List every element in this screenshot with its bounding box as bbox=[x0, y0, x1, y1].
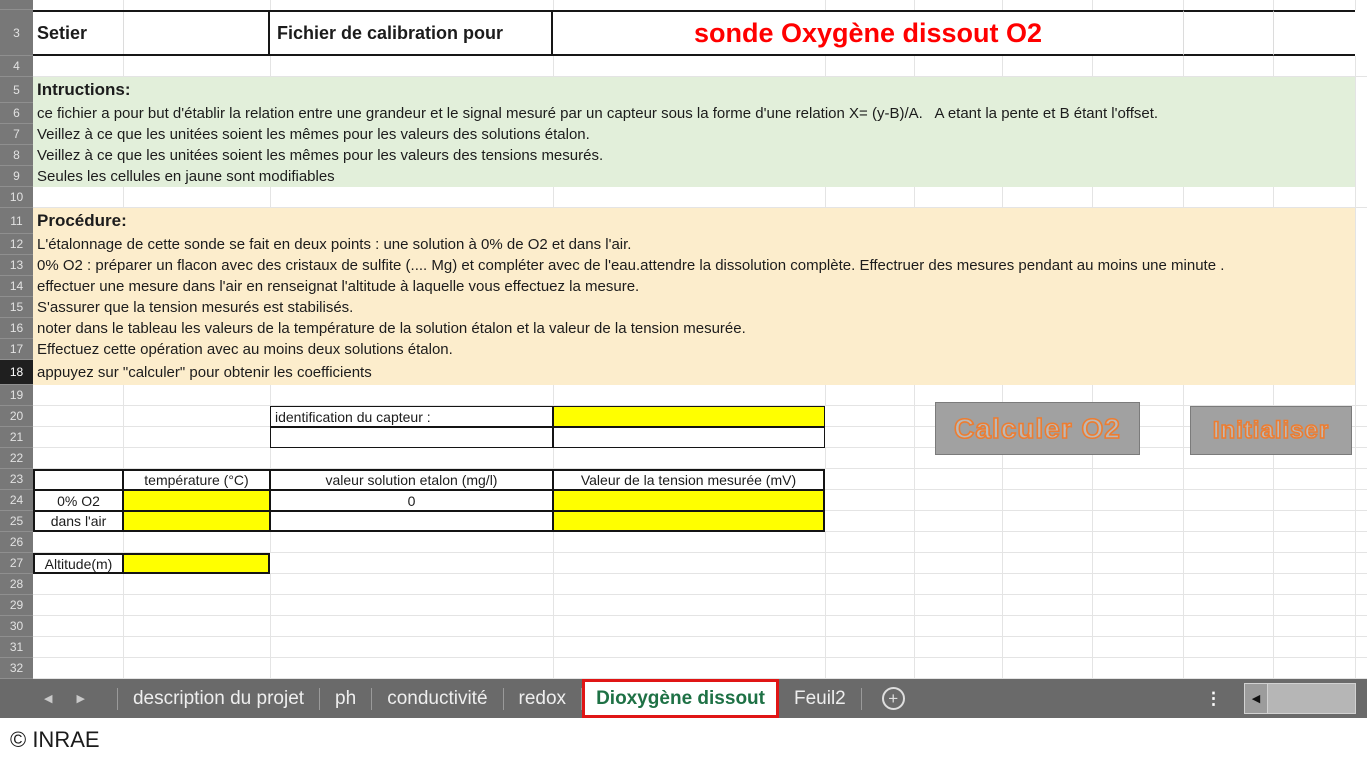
row-header-18-selected[interactable]: 18 bbox=[0, 360, 33, 385]
hscroll-thumb[interactable] bbox=[1268, 683, 1356, 714]
cell-solution-0pct: 0 bbox=[270, 490, 553, 511]
grid-cells bbox=[33, 406, 270, 427]
cell-file-label bbox=[270, 10, 553, 56]
sensor-title: sonde Oxygène dissout O2 bbox=[693, 17, 1043, 48]
row-header-6[interactable]: 6 bbox=[0, 103, 33, 124]
grid-cells-row2 bbox=[33, 0, 1367, 10]
cell-altitude-input[interactable] bbox=[123, 553, 270, 574]
grid-cells-row22 bbox=[33, 448, 1367, 469]
instructions-line: Seules les cellules en jaune sont modifiables bbox=[33, 166, 1355, 187]
cell-empty bbox=[1355, 276, 1367, 297]
grid-cells-row19 bbox=[33, 385, 1367, 406]
row-header-29[interactable]: 29 bbox=[0, 595, 33, 616]
tabbar-menu-dots-icon[interactable]: ⋮ bbox=[1205, 688, 1222, 708]
cell-temperature-0pct-input[interactable] bbox=[123, 490, 270, 511]
row-header-32[interactable]: 32 bbox=[0, 658, 33, 679]
tabbar-right-cluster bbox=[1205, 679, 1367, 718]
row-header-28[interactable]: 28 bbox=[0, 574, 33, 595]
row-header-30[interactable]: 30 bbox=[0, 616, 33, 637]
cell-identification-label: identification du capteur : bbox=[270, 406, 553, 427]
tab-feuil2[interactable]: Feuil2 bbox=[793, 687, 846, 709]
row-header-24[interactable]: 24 bbox=[0, 490, 33, 511]
cell-sensor-title bbox=[553, 10, 1183, 56]
row-header-11[interactable]: 11 bbox=[0, 208, 33, 234]
hscroll-left-button[interactable]: ◀ bbox=[1244, 683, 1268, 714]
cell-empty bbox=[1355, 360, 1367, 385]
procedure-line: Effectuez cette opération avec au moins deux solutions étalon. bbox=[33, 339, 1355, 360]
tab-description-du-projet[interactable]: description du projet bbox=[132, 687, 305, 709]
procedure-line: S'assurer que la tension mesurés est stabilisés. bbox=[33, 297, 1355, 318]
initialiser-button[interactable]: Initialiser bbox=[1190, 406, 1352, 455]
row-header-22[interactable]: 22 bbox=[0, 448, 33, 469]
cell-solution-air bbox=[270, 511, 553, 532]
cell-empty bbox=[1355, 103, 1367, 124]
add-sheet-icon[interactable]: + bbox=[882, 687, 905, 710]
grid-cells-row4 bbox=[33, 56, 1367, 77]
procedure-line: 0% O2 : préparer un flacon avec des cristaux de sulfite (.... Mg) et compléter avec de l'eau.attendre la dissolution complète. Effectruer des mesures pendant au moins une minute . bbox=[33, 255, 1355, 276]
cell-empty bbox=[1183, 10, 1273, 56]
row-header-9[interactable]: 9 bbox=[0, 166, 33, 187]
cell-empty bbox=[1355, 297, 1367, 318]
company-name: Setier bbox=[37, 22, 88, 43]
col-header-solution-etalon: valeur solution etalon (mg/l) bbox=[270, 469, 553, 490]
row-header-27[interactable]: 27 bbox=[0, 553, 33, 574]
cell-temperature-air-input[interactable] bbox=[123, 511, 270, 532]
cell-empty bbox=[1355, 10, 1367, 56]
row-label-dans-lair: dans l'air bbox=[33, 511, 123, 532]
sheet-tab-bar bbox=[0, 679, 1367, 718]
row-header-8[interactable]: 8 bbox=[0, 145, 33, 166]
instructions-heading: Intructions: bbox=[33, 77, 1355, 103]
col-header-tension-mesuree: Valeur de la tension mesurée (mV) bbox=[553, 469, 825, 490]
grid-cells-row10 bbox=[33, 187, 1367, 208]
tab-dioxygene-dissout-active[interactable]: Dioxygène dissout bbox=[582, 679, 779, 718]
row-header-16[interactable]: 16 bbox=[0, 318, 33, 339]
grid-cells bbox=[825, 490, 1367, 511]
cell-empty-bordered bbox=[270, 427, 553, 448]
cell-empty bbox=[1355, 318, 1367, 339]
tab-ph[interactable]: ph bbox=[335, 687, 357, 709]
cell-empty bbox=[1355, 145, 1367, 166]
grid-cells-row28 bbox=[33, 574, 1367, 595]
row-header-7[interactable]: 7 bbox=[0, 124, 33, 145]
instructions-line: Veillez à ce que les unitées soient les mêmes pour les valeurs des solutions étalon. bbox=[33, 124, 1355, 145]
row-header-31[interactable]: 31 bbox=[0, 637, 33, 658]
row-header-15[interactable]: 15 bbox=[0, 297, 33, 318]
row-header-14[interactable]: 14 bbox=[0, 276, 33, 297]
col-header-temperature: température (°C) bbox=[123, 469, 270, 490]
cell-empty bbox=[1355, 234, 1367, 255]
row-header-12[interactable]: 12 bbox=[0, 234, 33, 255]
grid-cells-row32 bbox=[33, 658, 1367, 679]
cell-empty bbox=[1355, 166, 1367, 187]
grid-cells bbox=[825, 511, 1367, 532]
row-header-3[interactable]: 3 bbox=[0, 10, 33, 56]
cell-empty bbox=[1355, 77, 1367, 103]
row-header-5[interactable]: 5 bbox=[0, 77, 33, 103]
cell-empty bbox=[1355, 255, 1367, 276]
tab-redox[interactable]: redox bbox=[518, 687, 567, 709]
instructions-line: ce fichier a pour but d'établir la relation entre une grandeur et le signal mesuré par un capteur sous la forme d'une relation X= (y-B)/A. A etant la pente et B étant l'offset. bbox=[33, 103, 1355, 124]
row-header-13[interactable]: 13 bbox=[0, 255, 33, 276]
tab-separator bbox=[861, 688, 862, 710]
row-header-10[interactable]: 10 bbox=[0, 187, 33, 208]
cell-tension-air-input[interactable] bbox=[553, 511, 825, 532]
cell-empty bbox=[1273, 10, 1355, 56]
sheet-tabs bbox=[117, 679, 905, 718]
cell-tension-0pct-input[interactable] bbox=[553, 490, 825, 511]
instructions-line: Veillez à ce que les unitées soient les mêmes pour les valeurs des tensions mesurés. bbox=[33, 145, 1355, 166]
procedure-line: appuyez sur "calculer" pour obtenir les coefficients bbox=[33, 360, 1355, 385]
row-header-4[interactable]: 4 bbox=[0, 56, 33, 77]
row-header-25[interactable]: 25 bbox=[0, 511, 33, 532]
procedure-line: effectuer une mesure dans l'air en renseignat l'altitude à laquelle vous effectuez la mesure. bbox=[33, 276, 1355, 297]
tab-nav-arrows bbox=[44, 692, 85, 705]
cell-empty bbox=[1355, 124, 1367, 145]
row-label-0pct-o2: 0% O2 bbox=[33, 490, 123, 511]
page-footer bbox=[0, 718, 1367, 762]
row-header-23[interactable]: 23 bbox=[0, 469, 33, 490]
grid-cells-row30 bbox=[33, 616, 1367, 637]
calculer-o2-button[interactable]: Calculer O2 bbox=[935, 402, 1140, 455]
tab-conductivite[interactable]: conductivité bbox=[387, 687, 488, 709]
tab-nav-prev-icon[interactable]: ◀ bbox=[44, 693, 53, 705]
cell-identification-input[interactable] bbox=[553, 406, 825, 427]
file-label: Fichier de calibration pour bbox=[277, 22, 504, 43]
grid-cells bbox=[825, 469, 1367, 490]
row-header-19[interactable]: 19 bbox=[0, 385, 33, 406]
procedure-heading: Procédure: bbox=[33, 208, 1355, 234]
grid-cells-row26 bbox=[33, 532, 1367, 553]
grid-cells bbox=[33, 427, 270, 448]
row-header-20[interactable]: 20 bbox=[0, 406, 33, 427]
procedure-line: noter dans le tableau les valeurs de la température de la solution étalon et la valeur de la tension mesurée. bbox=[33, 318, 1355, 339]
grid-cells-row29 bbox=[33, 595, 1367, 616]
copyright-text: © INRAE bbox=[10, 727, 100, 752]
cell-empty bbox=[1355, 208, 1367, 234]
cell-company-name bbox=[33, 10, 270, 56]
tab-nav-next-icon[interactable]: ▶ bbox=[76, 693, 85, 705]
cell-empty bbox=[1355, 339, 1367, 360]
row-header-2[interactable] bbox=[0, 0, 33, 10]
cell-altitude-label: Altitude(m) bbox=[33, 553, 123, 574]
grid-cells-row31 bbox=[33, 637, 1367, 658]
row-header-26[interactable]: 26 bbox=[0, 532, 33, 553]
procedure-line: L'étalonnage de cette sonde se fait en deux points : une solution à 0% de O2 et dans l'air. bbox=[33, 234, 1355, 255]
cell-identification-input-2 bbox=[553, 427, 825, 448]
row-header-21[interactable]: 21 bbox=[0, 427, 33, 448]
row-header-17[interactable]: 17 bbox=[0, 339, 33, 360]
cell-table-corner bbox=[33, 469, 123, 490]
grid-cells bbox=[270, 553, 1367, 574]
